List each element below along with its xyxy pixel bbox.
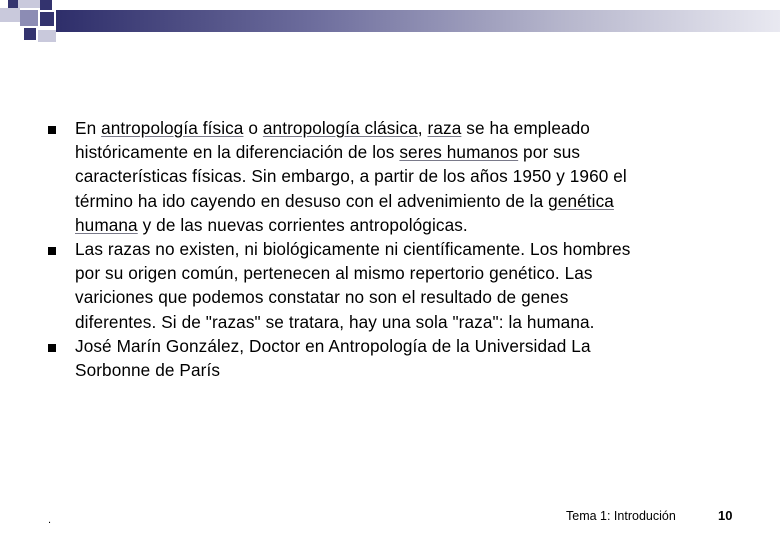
bullet-text: Las razas no existen, ni biológicamente ni científicamente. Los hombres por su origen común, pertenecen al mismo repertorio genético. Las variciones que podemos constatar no son el resultado de genes diferentes. Si de "razas" se tratara, hay una sola "raza": la humana. — [75, 239, 631, 332]
header-square — [20, 10, 38, 26]
text-segment: o — [243, 118, 263, 138]
square-bullet-icon — [48, 126, 56, 134]
header-square — [40, 12, 54, 26]
bullet-text — [75, 118, 627, 235]
header-square — [38, 30, 56, 42]
text-segment: , — [417, 118, 428, 138]
bullet-text: José Marín González, Doctor en Antropología de la Universidad La Sorbonne de París — [75, 335, 591, 381]
header-square — [0, 8, 20, 22]
header-gradient-bar — [56, 10, 780, 32]
slide-body — [44, 116, 634, 382]
text-segment: se ha empleado históricamente en la diferenciación de los — [75, 118, 590, 163]
link-antropologia-clasica[interactable]: antropología clásica — [262, 118, 418, 138]
square-bullet-icon — [48, 344, 56, 352]
link-genetica-humana[interactable]: genética humana — [75, 190, 614, 235]
bullet-item — [44, 237, 634, 334]
bullet-item — [44, 116, 634, 237]
square-bullet-icon — [48, 247, 56, 255]
header-square — [24, 28, 36, 40]
header-square — [18, 0, 40, 8]
link-raza[interactable]: raza — [427, 118, 462, 138]
footer-chapter-label: Tema 1: Introdución — [566, 509, 676, 523]
link-antropologia-fisica[interactable]: antropología física — [101, 118, 244, 138]
text-segment: y de las nuevas corrientes antropológicas. — [137, 214, 468, 235]
footer-dot: . — [48, 514, 52, 526]
header-square — [40, 0, 52, 10]
text-segment: En — [75, 118, 102, 138]
link-seres-humanos[interactable]: seres humanos — [399, 142, 519, 163]
header-square — [8, 0, 18, 8]
text-segment: por sus características físicas. Sin embargo, a partir de los años 1950 y 1960 el término ha ido cayendo en desuso con el advenimiento de la — [75, 142, 627, 211]
page-number: 10 — [718, 508, 733, 523]
bullet-item — [44, 334, 634, 382]
